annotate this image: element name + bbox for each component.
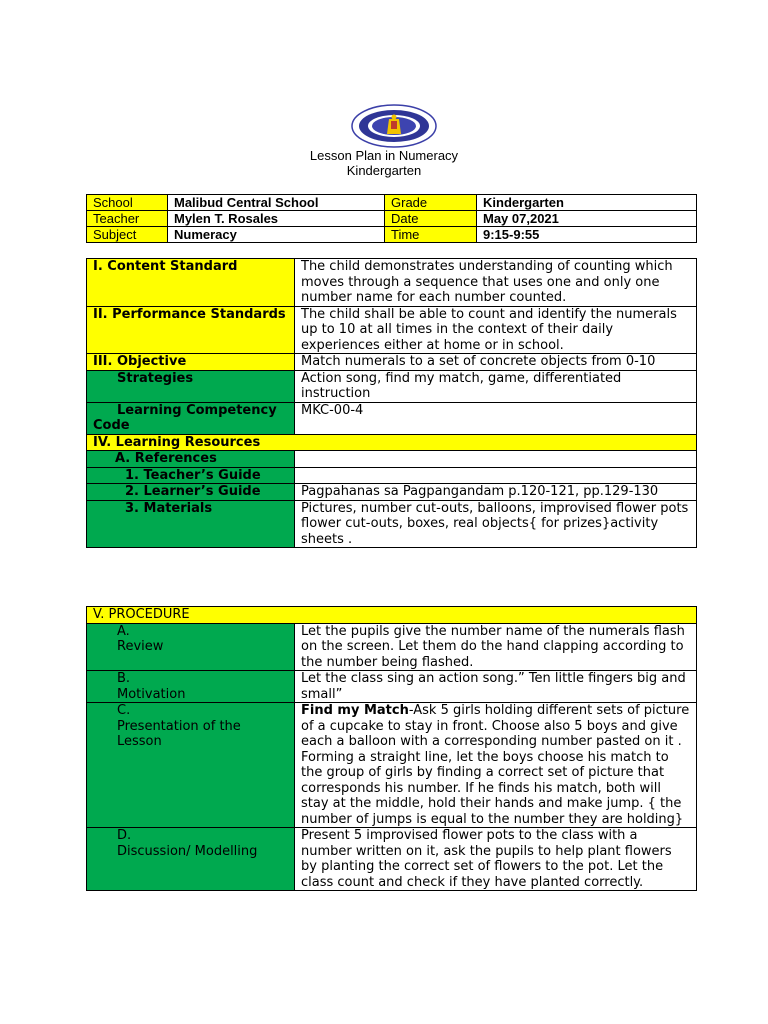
review-label bbox=[87, 623, 295, 671]
time-value: 9:15-9:55 bbox=[477, 227, 697, 243]
presentation-body: -Ask 5 girls holding different sets of picture of a cupcake to stay in front. Choose also 5 boys and give each a balloon with a corresponding number pasted on it . Forming a straight line, let the boys choose his match to the group of girls by finding a correct set of picture that corresponds his number. If he finds his match, both will stay at the middle, hold their hands and make jump. { the number of jumps is equal to the number they are holding} bbox=[301, 703, 690, 827]
grade-value: Kindergarten bbox=[477, 195, 697, 211]
table-row bbox=[87, 467, 697, 484]
table-row bbox=[87, 434, 697, 451]
presentation-label-text: Presentation of the Lesson bbox=[117, 718, 241, 749]
teachers-guide-label: 1. Teacher’s Guide bbox=[87, 467, 295, 484]
presentation-text bbox=[295, 703, 697, 828]
procedure-header: V. PROCEDURE bbox=[87, 607, 697, 624]
teachers-guide-text bbox=[295, 467, 697, 484]
table-row bbox=[87, 623, 697, 671]
table-row bbox=[87, 828, 697, 891]
review-letter: A. bbox=[117, 623, 130, 639]
subject-label: Subject bbox=[87, 227, 168, 243]
table-row bbox=[87, 306, 697, 354]
discussion-text: Present 5 improvised flower pots to the class with a number written on it, ask the pupils to help plant flowers by planting the correct set of flowers to the pot. Let the class count and check if they have planted correctly. bbox=[295, 828, 697, 891]
time-label: Time bbox=[385, 227, 477, 243]
lesson-plan-title: Lesson Plan in Numeracy bbox=[309, 148, 459, 163]
content-standard-text: The child demonstrates understanding of counting which moves through a sequence that uses one and only one number name for each number counted. bbox=[295, 259, 697, 307]
strategies-text: Action song, find my match, game, differentiated instruction bbox=[295, 370, 697, 402]
motivation-label bbox=[87, 671, 295, 703]
teacher-label: Teacher bbox=[87, 211, 168, 227]
discussion-label-text: Discussion/ Modelling bbox=[117, 843, 258, 859]
review-text: Let the pupils give the number name of the numerals flash on the screen. Let them do the hand clapping according to the number being flashed. bbox=[295, 623, 697, 671]
table-row bbox=[87, 402, 697, 434]
learners-guide-label: 2. Learner’s Guide bbox=[87, 484, 295, 501]
table-row bbox=[87, 211, 697, 227]
table-row bbox=[87, 671, 697, 703]
table-row bbox=[87, 259, 697, 307]
table-row bbox=[87, 484, 697, 501]
competency-code-label: Learning Competency Code bbox=[87, 402, 295, 434]
table-row bbox=[87, 500, 697, 548]
date-value: May 07,2021 bbox=[477, 211, 697, 227]
lesson-info-table bbox=[86, 194, 697, 243]
objective-text: Match numerals to a set of concrete objects from 0-10 bbox=[295, 354, 697, 371]
table-row bbox=[87, 195, 697, 211]
school-label: School bbox=[87, 195, 168, 211]
discussion-letter: D. bbox=[117, 828, 132, 843]
strategies-label: Strategies bbox=[87, 370, 295, 402]
table-row bbox=[87, 451, 697, 468]
date-label: Date bbox=[385, 211, 477, 227]
competency-code-text: MKC-00-4 bbox=[295, 402, 697, 434]
table-row bbox=[87, 607, 697, 624]
content-standard-label: I. Content Standard bbox=[87, 259, 295, 307]
references-label: A. References bbox=[87, 451, 295, 468]
grade-label: Grade bbox=[385, 195, 477, 211]
discussion-label bbox=[87, 828, 295, 891]
motivation-text: Let the class sing an action song.” Ten little fingers big and small” bbox=[295, 671, 697, 703]
table-row bbox=[87, 227, 697, 243]
table-row bbox=[87, 703, 697, 828]
presentation-letter: C. bbox=[117, 703, 131, 718]
find-my-match-title: Find my Match bbox=[301, 703, 409, 718]
grade-subtitle: Kindergarten bbox=[346, 163, 422, 178]
presentation-label bbox=[87, 703, 295, 828]
table-row bbox=[87, 354, 697, 371]
references-text bbox=[295, 451, 697, 468]
materials-text: Pictures, number cut-outs, balloons, improvised flower pots flower cut-outs, boxes, real objects{ for prizes}activity sheets . bbox=[295, 500, 697, 548]
lesson-plan-table bbox=[86, 258, 697, 548]
learning-resources-label: IV. Learning Resources bbox=[87, 434, 697, 451]
procedure-table bbox=[86, 606, 697, 891]
table-row bbox=[87, 370, 697, 402]
objective-label: III. Objective bbox=[87, 354, 295, 371]
school-value: Malibud Central School bbox=[168, 195, 385, 211]
review-label-text: Review bbox=[117, 639, 164, 654]
deped-seal-logo bbox=[351, 104, 437, 148]
performance-standards-text: The child shall be able to count and identify the numerals up to 10 at all times in the context of their daily experiences either at home or in school. bbox=[295, 306, 697, 354]
materials-label: 3. Materials bbox=[87, 500, 295, 548]
teacher-value: Mylen T. Rosales bbox=[168, 211, 385, 227]
motivation-letter: B. bbox=[117, 671, 131, 686]
learners-guide-text: Pagpahanas sa Pagpangandam p.120-121, pp.129-130 bbox=[295, 484, 697, 501]
subject-value: Numeracy bbox=[168, 227, 385, 243]
performance-standards-label: II. Performance Standards bbox=[87, 306, 295, 354]
motivation-label-text: Motivation bbox=[117, 686, 186, 702]
